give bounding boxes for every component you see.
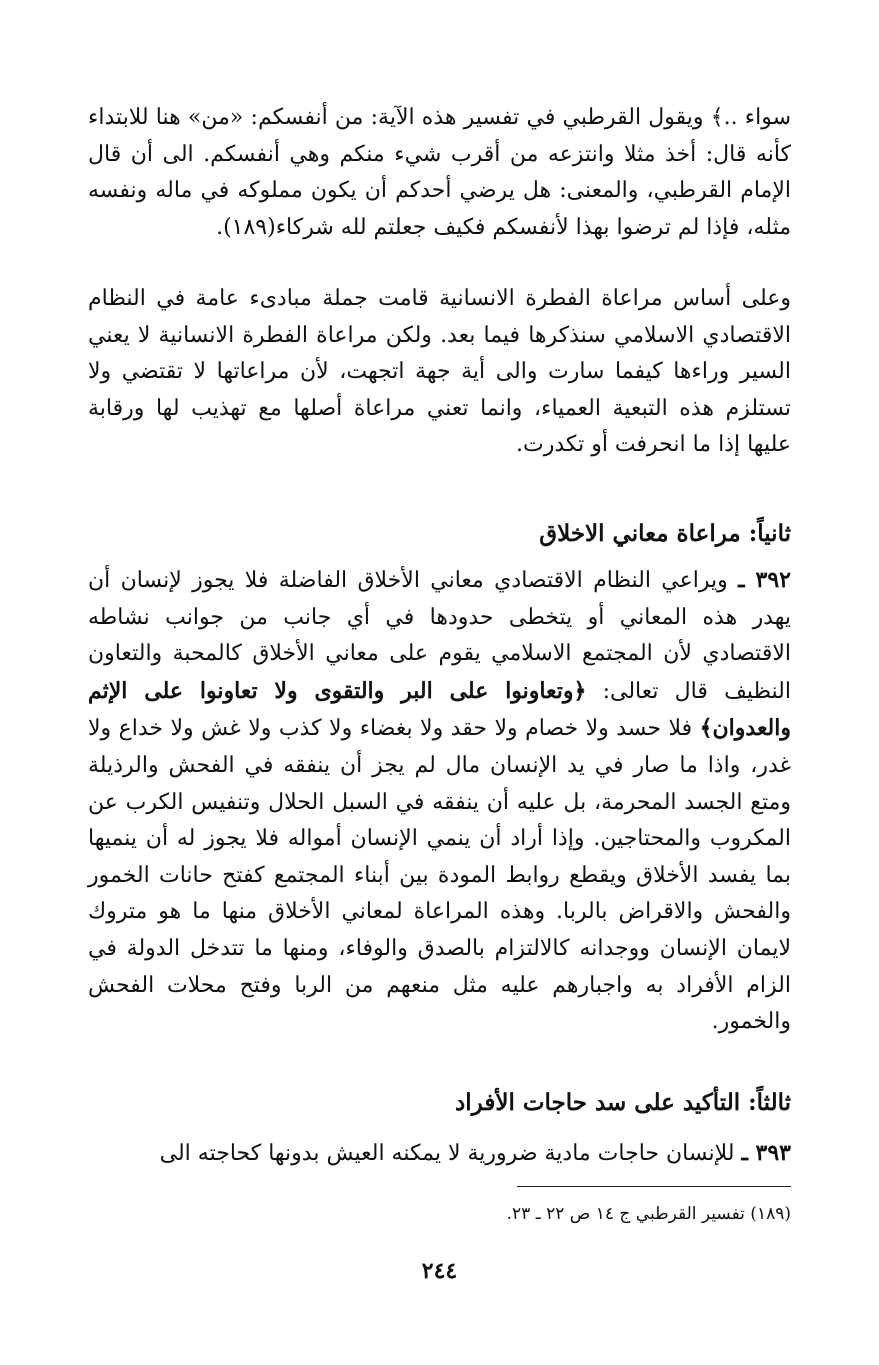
paragraph-text: سواء ..﴾ ويقول القرطبي في تفسير هذه الآية: من أنفسكم: «من» هنا للابتداء كأنه قال: أخذ مثلا وانتزعه من أقرب شيء منكم وهي أنفسكم. الى أن قال الإمام القرطبي، والمعنى: هل يرضي أحدكم أن يكون مملوكه في ماله ونفسه مثله، فإذا لم ترضوا بهذا لأنفسكم فكيف جعلتم لله شركاء(١٨٩). <box>88 105 791 240</box>
footnote-divider <box>517 1186 791 1187</box>
section-text-1: ويراعي النظام الاقتصادي معاني الأخلاق الفاضلة فلا يجوز لإنسان أن يهدر هذه المعاني أو يتخطى حدودها في أي جانب من جوانب نشاطه الاقتصادي لأن المجتمع الاسلامي يقوم على معاني الأخلاق كالمحبة والتعاون النظيف قال تعالى: <box>88 568 791 704</box>
paragraph-qurtubi-commentary <box>88 100 791 246</box>
section-text: للإنسان حاجات مادية ضرورية لا يمكنه العيش بدونها كحاجته الى <box>159 1141 735 1166</box>
section-number: ٣٩٣ ـ <box>741 1140 791 1166</box>
section-393 <box>88 1135 791 1173</box>
footnote: (١٨٩) تفسير القرطبي ج ١٤ ص ٢٢ ـ ٢٣. <box>506 1204 791 1224</box>
section-heading-needs: ثالثاً: التأكيد على سد حاجات الأفراد <box>455 1089 791 1116</box>
section-number: ٣٩٢ ـ <box>738 567 791 593</box>
section-text-2: فلا حسد ولا خصام ولا حقد ولا بغضاء ولا كذب ولا غش ولا خداع ولا غدر، واذا ما صار في يد الإنسان مال لم يجز أن ينفقه في الفحش والرذيلة ومتع الجسد المحرمة، بل عليه أن ينفقه في السبل الحلال وتنفيس الكرب عن المكروب والمحتاجين. وإذا أراد أن ينمي الإنسان أمواله فلا يجوز له أن ينميها بما يفسد الأخلاق ويقطع روابط المودة بين أبناء المجتمع كفتح حانات الخمور والفحش والاقراض بالربا. وهذه المراعاة لمعاني الأخلاق منها ما هو متروك لايمان الإنسان ووجدانه كالالتزام بالصدق والوفاء، ومنها ما تتدخل الدولة في الزام الأفراد به واجبارهم عليه مثل منعهم من الربا وفتح محلات الفحش والخمور. <box>88 716 791 1035</box>
paragraph-text: وعلى أساس مراعاة الفطرة الانسانية قامت جملة مبادىء عامة في النظام الاقتصادي الاسلامي سنذكرها فيما بعد. ولكن مراعاة الفطرة الانسانية لا يعني السير وراءها كيفما سارت والى أية جهة اتجهت، لأن مراعاتها لا تقتضي ولا تستلزم هذه التبعية العمياء، وانما تعني مراعاة أصلها مع تهذيب لها ورقابة عليها إذا ما انحرفت أو تكدرت. <box>88 286 791 458</box>
section-heading-ethics: ثانياً: مراعاة معاني الاخلاق <box>539 520 791 547</box>
section-392 <box>88 562 791 1041</box>
paragraph-human-nature <box>88 281 791 464</box>
page-number: ٢٤٤ <box>421 1258 458 1284</box>
quran-verse: ﴿وتعاونوا على البر والتقوى ولا تعاونوا على الإثم والعدوان﴾ <box>88 677 791 742</box>
